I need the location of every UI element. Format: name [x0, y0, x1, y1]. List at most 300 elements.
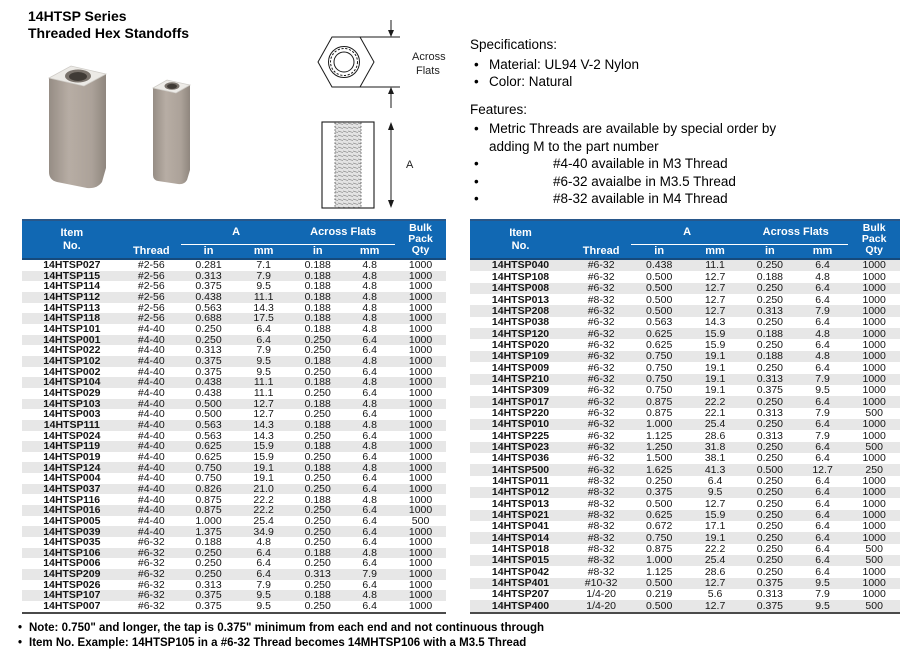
value-cell: #4-40 [137, 483, 165, 495]
value-cell: 1000 [408, 494, 433, 506]
col-header-thread: Thread [571, 220, 631, 259]
value-cell: 7.9 [815, 373, 830, 385]
value-cell: 0.375 [195, 355, 222, 367]
table-row [470, 589, 900, 600]
item-no-cell: 14HTSP036 [491, 452, 550, 465]
item-no-cell: 14HTSP021 [491, 509, 550, 521]
value-cell: 0.875 [646, 543, 673, 556]
value-cell: 0.188 [304, 355, 331, 367]
value-cell: 0.438 [195, 387, 222, 399]
table-row [22, 324, 446, 335]
value-cell: 0.313 [195, 345, 222, 356]
table-row [470, 283, 900, 294]
value-cell: 0.188 [304, 462, 331, 474]
value-cell: 0.250 [304, 505, 331, 516]
item-no-cell: 14HTSP040 [491, 259, 550, 272]
value-cell: 0.625 [646, 509, 673, 521]
value-cell: 1000 [408, 462, 433, 474]
value-cell: 9.5 [256, 590, 271, 602]
value-cell: 500 [865, 407, 883, 419]
value-cell: 6.4 [362, 473, 377, 484]
item-no-cell: 14HTSP118 [43, 313, 101, 324]
value-cell: 0.188 [195, 537, 222, 548]
value-cell: 6.4 [256, 334, 271, 346]
item-no-cell: 14HTSP101 [43, 323, 101, 335]
value-cell: #6-32 [587, 464, 615, 476]
value-cell: 4.8 [815, 328, 830, 340]
value-cell: 4.8 [362, 494, 377, 506]
value-cell: 6.4 [815, 396, 830, 408]
item-no-cell: 14HTSP004 [43, 473, 101, 484]
value-cell: 1000 [862, 350, 886, 363]
value-cell: 0.313 [195, 579, 222, 591]
value-cell: 0.188 [304, 291, 331, 303]
table-row [22, 367, 446, 378]
across-flats-label-line2: Flats [416, 65, 440, 77]
value-cell: 0.438 [646, 259, 673, 272]
value-cell: #6-32 [587, 452, 615, 465]
value-cell: 0.875 [195, 494, 222, 506]
table-row [22, 431, 446, 442]
item-no-cell: 14HTSP208 [491, 305, 550, 317]
value-cell: 1000 [408, 505, 433, 516]
value-cell: 7.9 [815, 305, 830, 317]
table-row [470, 578, 900, 589]
value-cell: 1000 [862, 305, 886, 317]
value-cell: 0.188 [304, 398, 331, 410]
col-header-across-flats: Across Flats [743, 220, 848, 245]
value-cell: 0.750 [646, 373, 673, 385]
value-cell: 7.9 [256, 579, 271, 591]
table-row [470, 396, 900, 407]
value-cell: 15.9 [253, 451, 274, 463]
value-cell: #6-32 [137, 547, 165, 559]
value-cell: #6-32 [587, 384, 615, 397]
value-cell: 500 [865, 441, 883, 453]
value-cell: #4-40 [137, 387, 165, 399]
value-cell: 7.9 [256, 345, 271, 356]
value-cell: #6-32 [587, 271, 615, 283]
value-cell: #4-40 [137, 473, 165, 484]
value-cell: #6-32 [587, 339, 615, 351]
item-no-cell: 14HTSP112 [43, 291, 101, 303]
table-row [22, 537, 446, 548]
value-cell: 0.250 [756, 282, 784, 295]
value-cell: 1000 [862, 509, 886, 521]
value-cell: #8-32 [587, 520, 615, 533]
value-cell: 0.500 [646, 282, 673, 295]
table-row [22, 281, 446, 292]
value-cell: 1000 [862, 362, 886, 374]
item-no-cell: 14HTSP108 [491, 271, 550, 283]
value-cell: 0.250 [756, 532, 784, 544]
value-cell: 41.3 [704, 464, 726, 476]
value-cell: 0.250 [756, 294, 784, 306]
value-cell: 0.188 [304, 547, 331, 559]
item-no-cell: 14HTSP035 [43, 537, 101, 548]
table-row [470, 419, 900, 430]
value-cell: 6.4 [256, 569, 271, 580]
value-cell: 500 [865, 555, 883, 567]
table-row [470, 271, 900, 282]
value-cell: 1000 [408, 366, 433, 378]
col-header-a: A [181, 220, 291, 245]
value-cell: 4.8 [362, 355, 377, 367]
value-cell: 6.4 [362, 451, 377, 463]
value-cell: 500 [865, 543, 883, 556]
table-row [22, 271, 446, 282]
value-cell: 1000 [862, 396, 886, 408]
value-cell: #2-56 [137, 313, 165, 324]
table-row [22, 399, 446, 410]
value-cell: 0.250 [195, 323, 222, 335]
value-cell: 6.4 [815, 259, 830, 272]
value-cell: 0.313 [756, 373, 784, 385]
value-cell: 6.4 [256, 558, 271, 570]
table-row [22, 516, 446, 527]
item-no-cell: 14HTSP020 [491, 339, 550, 351]
value-cell: 0.250 [646, 475, 673, 487]
item-no-cell: 14HTSP016 [43, 505, 101, 516]
value-cell: 1000 [862, 282, 886, 295]
table-row [470, 408, 900, 419]
value-cell: #8-32 [587, 555, 615, 567]
value-cell: 500 [411, 515, 430, 527]
value-cell: 12.7 [704, 577, 726, 590]
value-cell: 11.1 [253, 377, 274, 388]
item-no-cell: 14HTSP029 [43, 387, 101, 399]
value-cell: 0.250 [756, 520, 784, 533]
value-cell: 9.5 [815, 577, 830, 590]
value-cell: #2-56 [137, 291, 165, 303]
side-view [322, 122, 374, 208]
value-cell: 0.625 [195, 441, 222, 452]
item-no-cell: 14HTSP114 [43, 281, 101, 292]
value-cell: 4.8 [362, 547, 377, 559]
features-heading: Features: [470, 101, 528, 117]
value-cell: 19.1 [704, 350, 726, 363]
item-no-cell: 14HTSP018 [491, 543, 550, 556]
item-no-cell: 14HTSP026 [43, 579, 101, 591]
table-row [470, 430, 900, 441]
value-cell: 0.250 [756, 259, 784, 272]
value-cell: 15.9 [253, 441, 274, 452]
value-cell: 0.375 [756, 384, 784, 397]
value-cell: #6-32 [587, 418, 615, 431]
value-cell: 0.500 [195, 409, 222, 420]
table-body-right [470, 259, 900, 613]
value-cell: 0.375 [195, 601, 222, 613]
value-cell: 6.4 [815, 294, 830, 306]
value-cell: 0.375 [756, 577, 784, 590]
value-cell: #6-32 [137, 590, 165, 602]
col-header-a-mm: mm [236, 245, 291, 260]
value-cell: #6-32 [587, 362, 615, 374]
value-cell: 0.250 [756, 543, 784, 556]
table-row [22, 601, 446, 613]
internal-thread [335, 123, 361, 208]
a-dimension [388, 122, 394, 208]
table-row [470, 328, 900, 339]
value-cell: 6.4 [815, 475, 830, 487]
value-cell: #4-40 [137, 334, 165, 346]
value-cell: 1000 [862, 259, 886, 272]
value-cell: 1.375 [195, 526, 222, 538]
value-cell: 1000 [862, 486, 886, 499]
value-cell: 1000 [408, 579, 433, 591]
value-cell: 0.625 [646, 339, 673, 351]
table-row [22, 590, 446, 601]
thread-hole-inner [334, 52, 354, 72]
table-row [470, 339, 900, 350]
item-no-cell: 14HTSP002 [43, 366, 101, 378]
hex-top-view [318, 37, 374, 87]
value-cell: 6.4 [362, 526, 377, 538]
value-cell: 0.313 [756, 589, 784, 601]
item-no-cell: 14HTSP119 [43, 441, 101, 452]
value-cell: #4-40 [137, 377, 165, 388]
value-cell: 0.375 [756, 600, 784, 612]
value-cell: 1000 [408, 537, 433, 548]
table-row [470, 476, 900, 487]
table-row [22, 473, 446, 484]
item-no-cell: 14HTSP039 [43, 526, 101, 538]
value-cell: #4-40 [137, 430, 165, 442]
item-no-cell: 14HTSP019 [43, 451, 101, 463]
value-cell: 0.563 [195, 419, 222, 431]
value-cell: 0.250 [304, 334, 331, 346]
value-cell: 14.3 [704, 316, 726, 329]
value-cell: 11.1 [253, 291, 274, 303]
value-cell: 1.000 [646, 418, 673, 431]
value-cell: 0.250 [195, 558, 222, 570]
value-cell: 6.4 [815, 532, 830, 544]
value-cell: 0.500 [195, 398, 222, 410]
specifications-section [470, 36, 870, 208]
value-cell: #6-32 [587, 407, 615, 419]
table-row [22, 441, 446, 452]
item-no-cell: 14HTSP038 [491, 316, 550, 329]
value-cell: 0.188 [304, 590, 331, 602]
value-cell: 6.4 [815, 520, 830, 533]
value-cell: 1.500 [646, 452, 673, 465]
item-no-cell: 14HTSP210 [491, 373, 550, 385]
value-cell: 28.6 [704, 566, 726, 578]
feature-item-metric: • Metric Threads are available by special order by adding M to the part number [470, 120, 870, 155]
value-cell: 19.1 [704, 362, 726, 374]
value-cell: 12.7 [704, 600, 726, 612]
value-cell: #4-40 [137, 366, 165, 378]
thread-hole-thread [331, 49, 358, 76]
value-cell: 6.4 [256, 547, 271, 559]
note-item-example: • Item No. Example: 14HTSP105 in a #6-32 Thread becomes 14MHTSP106 with a M3.5 Thread [18, 636, 908, 651]
value-cell: 1000 [862, 498, 886, 510]
value-cell: 19.1 [704, 373, 726, 385]
table-row [22, 484, 446, 495]
value-cell: 7.9 [815, 589, 830, 601]
table-row [470, 555, 900, 566]
table-row [470, 385, 900, 396]
value-cell: 4.8 [362, 281, 377, 292]
item-no-cell: 14HTSP001 [43, 334, 101, 346]
col-header-a-in: in [631, 245, 687, 260]
col-header-bulk-pack-qty: Bulk Pack Qty [848, 220, 900, 259]
value-cell: 0.188 [304, 270, 331, 282]
product-photo [33, 56, 213, 206]
value-cell: 14.3 [253, 430, 274, 442]
table-row [22, 452, 446, 463]
value-cell: #4-40 [137, 515, 165, 527]
item-no-cell: 14HTSP106 [43, 547, 101, 559]
table-row [470, 317, 900, 328]
standoff-small [153, 80, 190, 184]
table-row [22, 580, 446, 591]
value-cell: 19.1 [253, 462, 274, 474]
value-cell: 6.4 [362, 601, 377, 613]
a-dimension-label: A [406, 159, 414, 171]
value-cell: #4-40 [137, 505, 165, 516]
value-cell: 1000 [408, 259, 433, 271]
value-cell: 4.8 [256, 537, 271, 548]
value-cell: 0.250 [756, 339, 784, 351]
value-cell: 1000 [408, 409, 433, 420]
item-no-cell: 14HTSP009 [491, 362, 550, 374]
value-cell: #4-40 [137, 451, 165, 463]
value-cell: 0.250 [756, 362, 784, 374]
table-row [470, 305, 900, 316]
feature-item-m3: • #4-40 available in M3 Thread [470, 155, 870, 173]
value-cell: 9.5 [256, 281, 271, 292]
table-row [22, 462, 446, 473]
item-no-cell: 14HTSP012 [491, 486, 550, 499]
table-row [22, 526, 446, 537]
value-cell: 6.4 [362, 483, 377, 495]
value-cell: 1000 [862, 271, 886, 283]
value-cell: 1000 [408, 302, 433, 314]
value-cell: #6-32 [587, 305, 615, 317]
table-row [22, 409, 446, 420]
value-cell: 0.188 [756, 328, 784, 340]
value-cell: #6-32 [137, 579, 165, 591]
value-cell: 0.250 [304, 473, 331, 484]
value-cell: 19.1 [253, 473, 274, 484]
item-no-cell: 14HTSP013 [491, 294, 550, 306]
value-cell: 17.5 [253, 313, 274, 324]
value-cell: 9.5 [815, 384, 830, 397]
value-cell: 4.8 [362, 291, 377, 303]
item-no-cell: 14HTSP500 [491, 464, 550, 476]
value-cell: 9.5 [256, 601, 271, 613]
standoff-table-left [22, 219, 446, 614]
value-cell: #4-40 [137, 323, 165, 335]
value-cell: 4.8 [362, 398, 377, 410]
item-no-cell: 14HTSP104 [43, 377, 101, 388]
value-cell: 0.250 [756, 555, 784, 567]
col-header-thread: Thread [122, 220, 181, 259]
across-flats-dimension [360, 20, 400, 108]
value-cell: 1000 [408, 419, 433, 431]
value-cell: 1000 [408, 441, 433, 452]
value-cell: 6.4 [362, 409, 377, 420]
value-cell: 1000 [862, 566, 886, 578]
page-title [28, 8, 189, 41]
value-cell: 7.9 [815, 430, 830, 442]
value-cell: 0.250 [304, 515, 331, 527]
spec-item-material: • Material: UL94 V-2 Nylon [470, 56, 870, 74]
item-no-cell: 14HTSP120 [491, 328, 550, 340]
col-header-af-mm: mm [344, 245, 395, 260]
value-cell: 0.250 [195, 547, 222, 559]
table-body-left [22, 259, 446, 613]
value-cell: #6-32 [587, 373, 615, 385]
value-cell: 1000 [862, 430, 886, 442]
value-cell: 0.875 [646, 407, 673, 419]
value-cell: 17.1 [704, 520, 726, 533]
value-cell: 0.188 [756, 350, 784, 363]
table-row [22, 335, 446, 346]
item-no-cell: 14HTSP013 [491, 498, 550, 510]
col-header-a: A [631, 220, 743, 245]
value-cell: 0.188 [304, 259, 331, 271]
value-cell: 6.4 [362, 430, 377, 442]
value-cell: 4.8 [815, 350, 830, 363]
item-no-cell: 14HTSP008 [491, 282, 550, 295]
item-no-cell: 14HTSP010 [491, 418, 550, 431]
value-cell: 0.250 [756, 418, 784, 431]
value-cell: 7.9 [256, 270, 271, 282]
item-no-cell: 14HTSP015 [491, 555, 550, 567]
value-cell: 0.375 [646, 486, 673, 499]
value-cell: 38.1 [704, 452, 726, 465]
item-no-cell: 14HTSP102 [43, 355, 101, 367]
across-flats-label-line1: Across [412, 51, 446, 63]
item-no-cell: 14HTSP209 [43, 569, 101, 580]
value-cell: #4-40 [137, 345, 165, 356]
item-no-cell: 14HTSP113 [43, 302, 101, 314]
value-cell: 6.4 [815, 555, 830, 567]
table-row [22, 356, 446, 367]
dimension-diagram [288, 18, 468, 216]
page-title-line2: Threaded Hex Standoffs [28, 24, 190, 41]
value-cell: 6.4 [362, 515, 377, 527]
value-cell: 1000 [408, 270, 433, 282]
value-cell: 6.4 [815, 362, 830, 374]
value-cell: #8-32 [587, 543, 615, 556]
value-cell: 21.0 [253, 483, 274, 495]
value-cell: 1000 [408, 430, 433, 442]
specifications-heading: Specifications: [470, 37, 558, 52]
value-cell: 0.250 [304, 387, 331, 399]
value-cell: 6.4 [815, 486, 830, 499]
value-cell: 1000 [408, 590, 433, 602]
value-cell: 6.4 [815, 498, 830, 510]
spec-item-color: • Color: Natural [470, 73, 870, 91]
value-cell: 1000 [862, 339, 886, 351]
col-header-a-mm: mm [687, 245, 743, 260]
col-header-af-in: in [291, 245, 344, 260]
value-cell: #4-40 [137, 462, 165, 474]
item-no-cell: 14HTSP115 [43, 270, 101, 282]
value-cell: 1000 [408, 473, 433, 484]
item-no-cell: 14HTSP111 [43, 419, 100, 431]
value-cell: 4.8 [362, 270, 377, 282]
item-no-cell: 14HTSP011 [492, 475, 549, 487]
value-cell: 0.500 [646, 498, 673, 510]
value-cell: 6.4 [707, 475, 723, 487]
value-cell: #6-32 [587, 350, 615, 363]
value-cell: 500 [865, 600, 883, 612]
value-cell: 4.8 [362, 419, 377, 431]
